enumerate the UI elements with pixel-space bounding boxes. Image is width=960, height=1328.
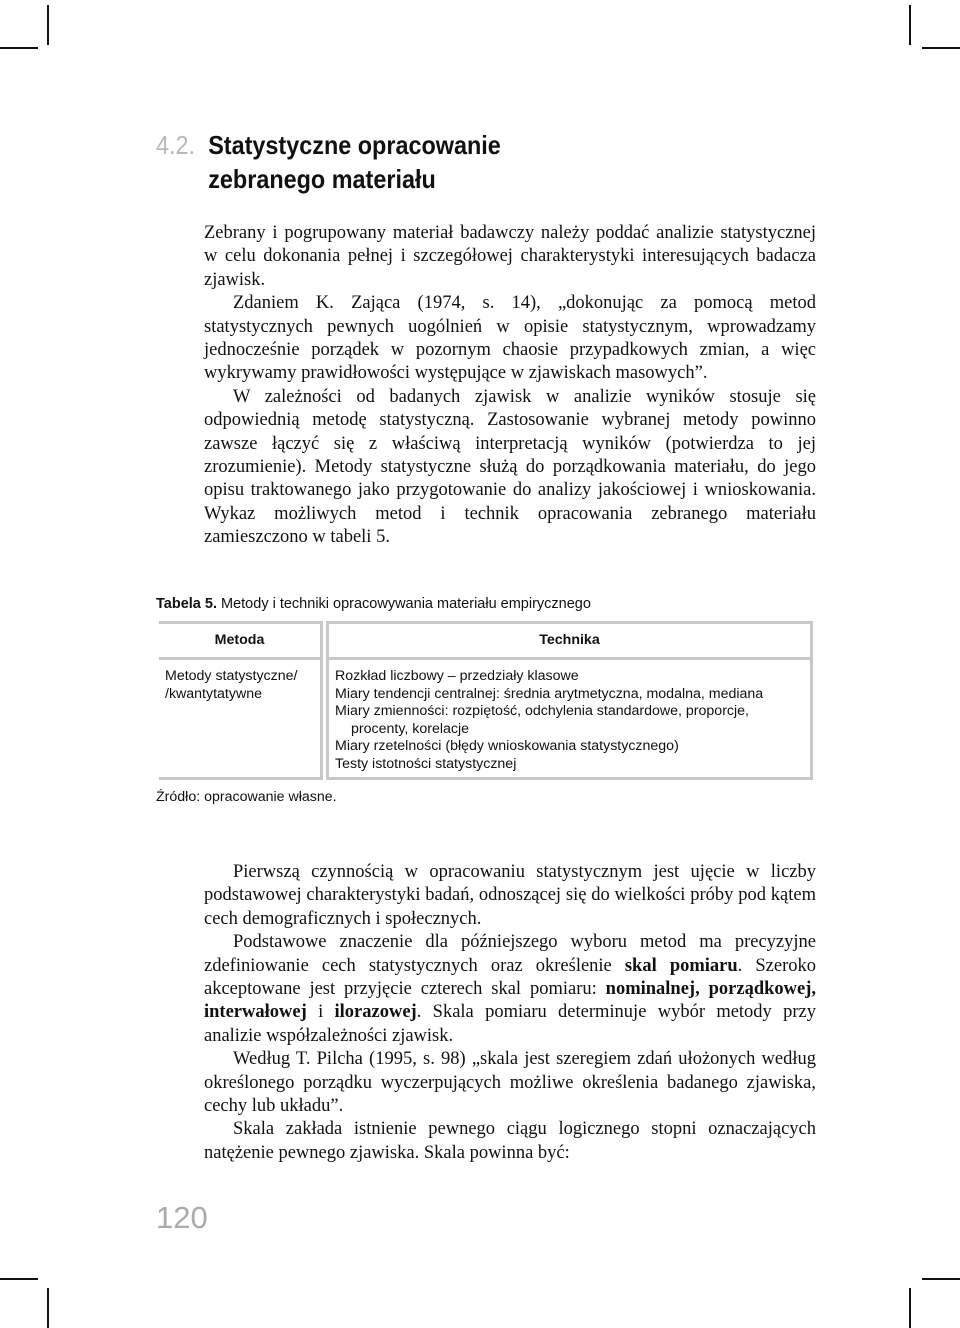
method-cell <box>159 660 323 780</box>
body-text <box>204 861 816 1165</box>
section-title: Statystyczne opracowanie zebranego materiału <box>208 130 501 194</box>
table-caption <box>156 595 591 613</box>
bold-term: skal pomiaru <box>624 955 738 976</box>
table-caption-text: Metody i techniki opracowywania materiału empirycznego <box>216 596 591 612</box>
text-run: . Szeroko akceptowane jest przyjęcie czterech skal pomiaru: <box>204 955 817 1000</box>
paragraph: Zdaniem K. Zająca (1974, s. 14), „dokonując za pomocą metod statystycznych pewnych uogólnień w opisie statystycznym, wprowadzamy jednocześnie porządek w pozornym chaosie przypadkowych zmian, a więc wykrywamy prawidłowości występujące w zjawiskach masowych”. <box>204 293 816 384</box>
crop-mark-top-right <box>909 5 911 45</box>
intro-text <box>204 222 816 550</box>
table-row <box>159 660 813 780</box>
section-number: 4.2. <box>156 130 196 160</box>
technique-line: Testy istotności statystycznej <box>335 755 517 772</box>
crop-mark-top-left-h <box>0 47 38 49</box>
text-run: i <box>306 1002 335 1023</box>
crop-mark-bottom-right-h <box>922 1278 960 1280</box>
paragraph: Skala zakłada istnienie pewnego ciągu logicznego stopni oznaczających natężenie pewnego zjawiska. Skala powinna być: <box>204 1119 816 1163</box>
technique-line: procenty, korelacje <box>351 720 470 737</box>
technique-line: Miary zmienności: rozpiętość, odchylenia standardowe, proporcje, <box>335 703 750 719</box>
bold-term: ilorazowej <box>334 1002 417 1023</box>
paragraph: Według T. Pilcha (1995, s. 98) „skala jest szeregiem zdań ułożonych według określonego porządku wyczerpujących możliwe określenia badanego zjawiska, cechy lub układu”. <box>204 1049 816 1117</box>
section-heading <box>156 128 501 196</box>
technique-cell <box>326 660 813 780</box>
text-run: Podstawowe znaczenie dla późniejszego wyboru metod ma precyzyjne zdefiniowanie cech statystycznych oraz określenie <box>204 932 816 976</box>
bold-term: nominalnej, porządkowej, interwałowej <box>204 979 817 1023</box>
paragraph: W zależności od badanych zjawisk w analizie wyników stosuje się odpowiednią metodę statystyczną. Zastosowanie wybranej metody powinno zawsze łączyć się z właściwą interpretacją wyników (potwierdza to jej zrozumienie). Metody statystyczne służą do porządkowania materiału, do jego opisu traktowanego jako przygotowanie do analizy jakościowej i wnioskowania. Wykaz możliwych metod i technik opracowania zebranego materiału zamieszczono w tabeli 5. <box>204 386 816 548</box>
technique-line: Rozkład liczbowy – przedziały klasowe <box>335 668 579 684</box>
table-header-row <box>159 621 813 660</box>
method-line: Metody statystyczne/ <box>165 668 298 684</box>
header-method: Metoda <box>159 621 323 660</box>
crop-mark-top-left <box>47 5 49 45</box>
paragraph: Zebrany i pogrupowany materiał badawczy należy poddać analizie statystycznej w celu dokonania pełnej i szczegółowej charakterystyki interesujących badacza zjawisk. <box>204 223 816 290</box>
header-technique: Technika <box>326 621 813 660</box>
paragraph: Pierwszą czynnością w opracowaniu statystycznym jest ujęcie w liczby podstawowej charakterystyki badań, odnoszącej się do wielkości próby pod kątem cech demograficznych i społecznych. <box>204 862 816 929</box>
table-source: Źródło: opracowanie własne. <box>156 789 337 805</box>
methods-table <box>156 621 816 780</box>
technique-line: Miary tendencji centralnej: średnia arytmetyczna, modalna, mediana <box>335 685 764 702</box>
page-number: 120 <box>156 1200 208 1235</box>
crop-mark-bottom-right <box>909 1288 911 1328</box>
crop-mark-top-right-h <box>922 47 960 49</box>
technique-line: Miary rzetelności (błędy wnioskowania statystycznego) <box>335 738 679 754</box>
text-run: . Skala pomiaru determinuje wybór metody przy analizie współzależności zjawisk. <box>204 1002 816 1046</box>
paragraph <box>204 931 816 1048</box>
table-label: Tabela 5. <box>156 596 217 612</box>
method-line: /kwantytatywne <box>165 685 262 702</box>
crop-mark-bottom-left <box>47 1288 49 1328</box>
crop-mark-bottom-left-h <box>0 1278 38 1280</box>
